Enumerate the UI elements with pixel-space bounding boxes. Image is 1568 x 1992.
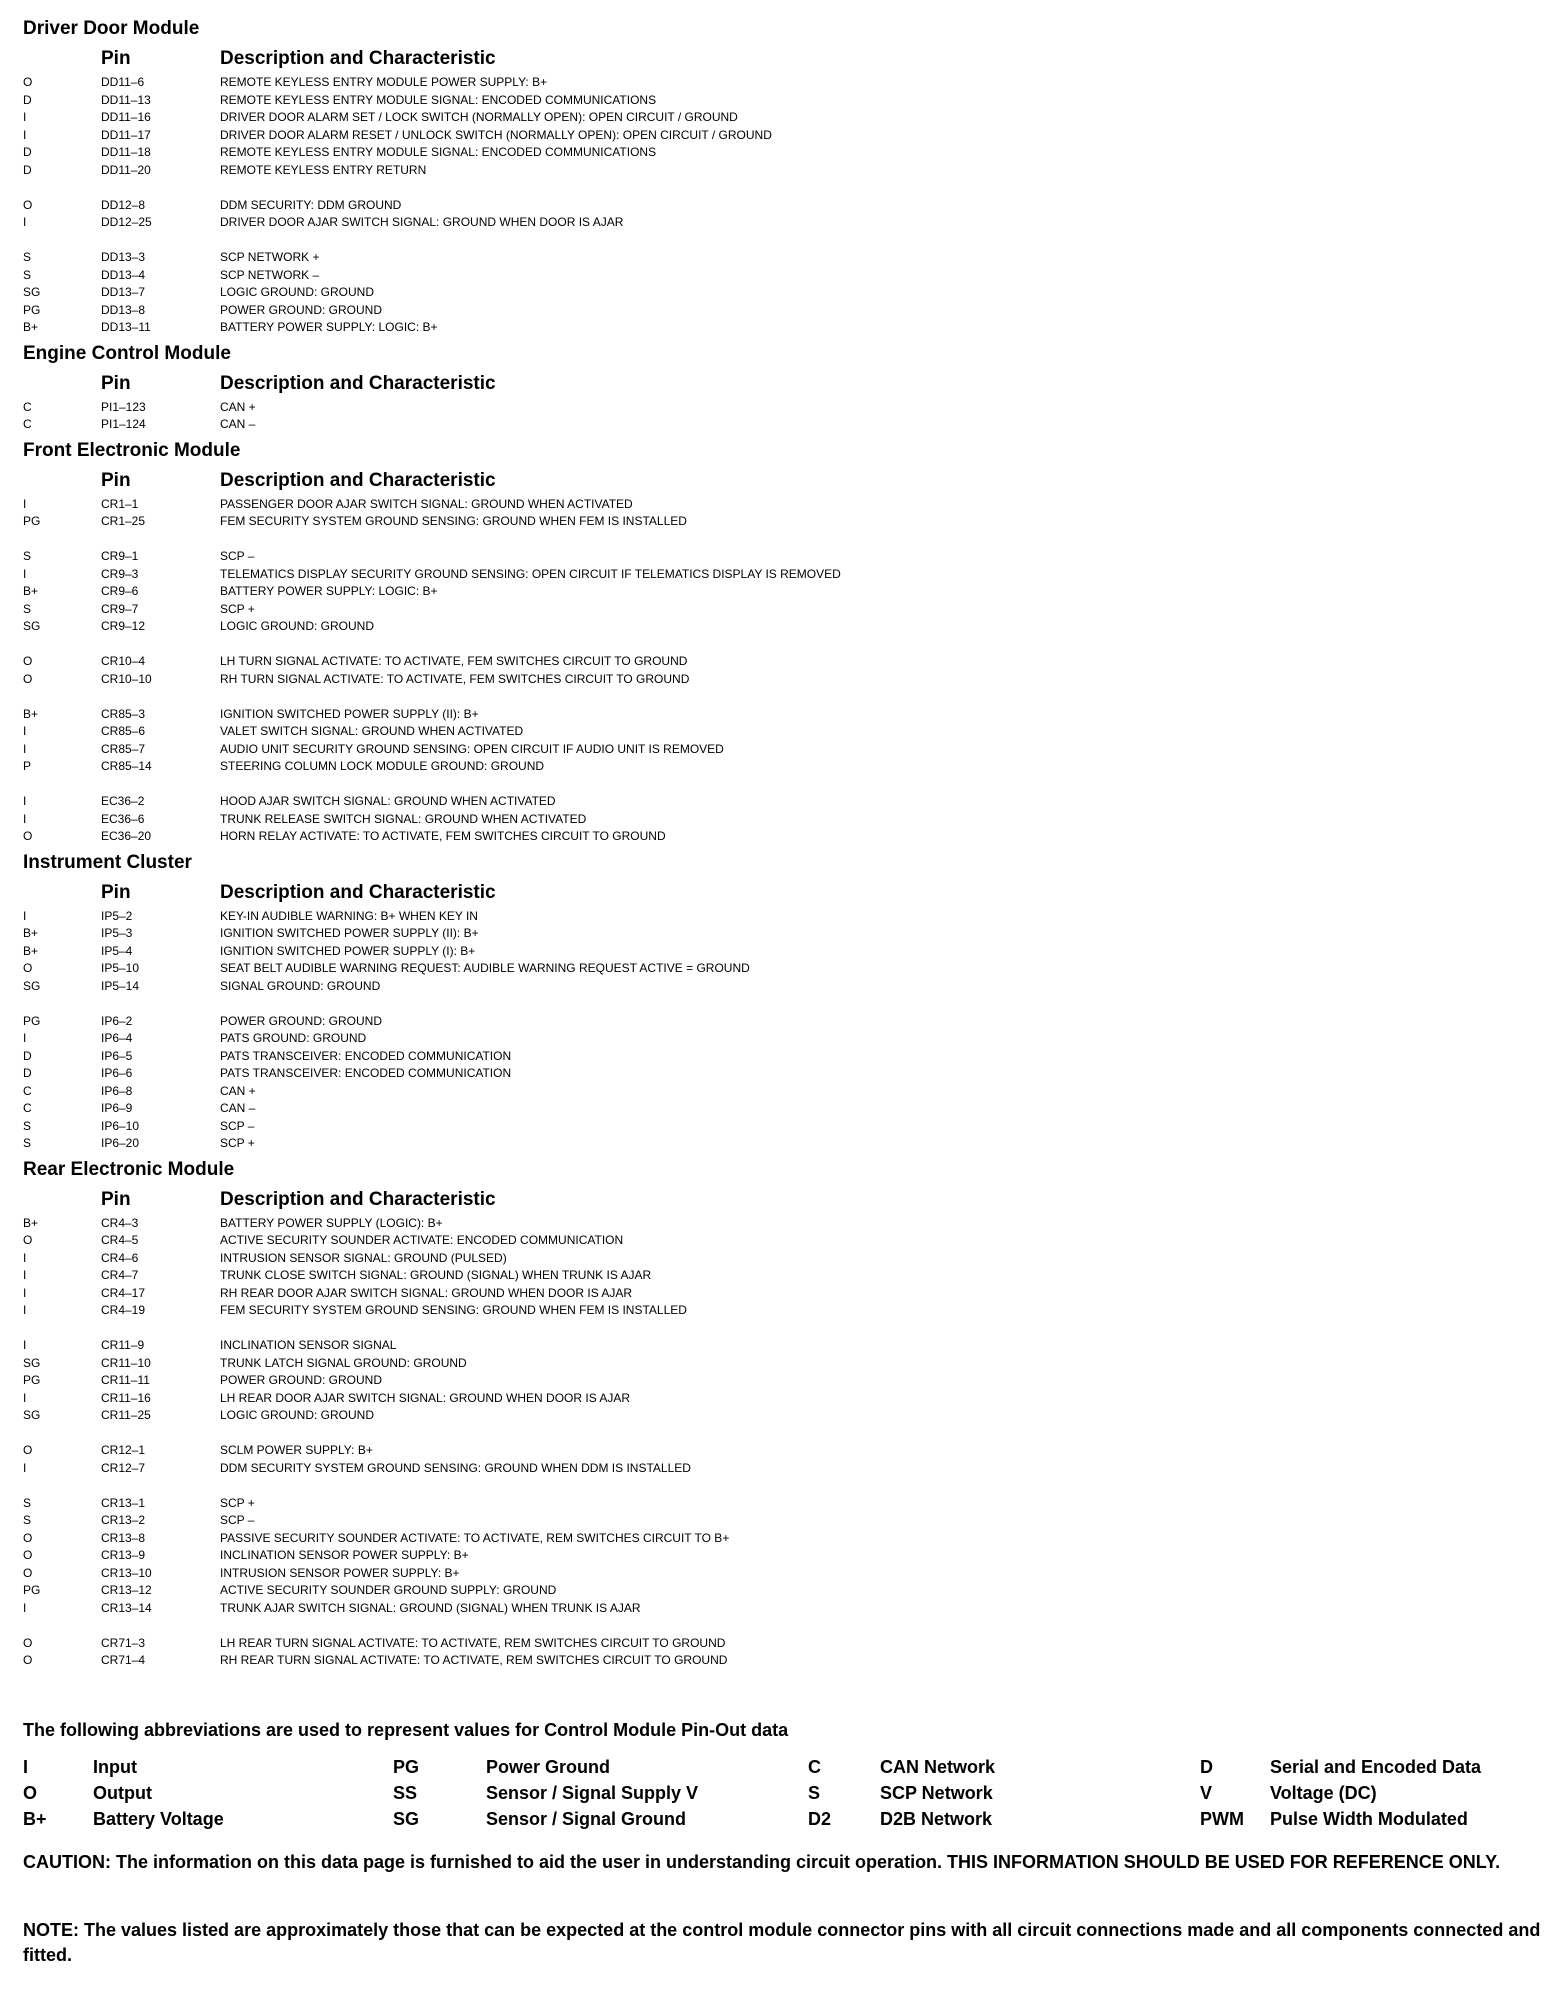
section-title: Front Electronic Module bbox=[23, 439, 241, 461]
pin-description: INTRUSION SENSOR POWER SUPPLY: B+ bbox=[220, 1565, 460, 1580]
pin-type: I bbox=[23, 741, 27, 756]
pin-id: PI1–123 bbox=[101, 399, 146, 414]
pin-type: D bbox=[23, 1066, 32, 1080]
abbreviation-code: I bbox=[23, 1757, 29, 1777]
pin-id: CR13–1 bbox=[101, 1495, 146, 1510]
pin-id: CR10–10 bbox=[101, 671, 152, 686]
abbreviation-meaning: Sensor / Signal Ground bbox=[486, 1809, 687, 1829]
pin-description: HOOD AJAR SWITCH SIGNAL: GROUND WHEN ACTIVATED bbox=[220, 794, 556, 808]
pin-id: IP6–20 bbox=[101, 1136, 140, 1150]
pin-id: CR11–16 bbox=[101, 1390, 151, 1405]
pin-description: DDM SECURITY: DDM GROUND bbox=[220, 197, 402, 212]
pin-type: O bbox=[23, 961, 33, 975]
pin-description: TRUNK AJAR SWITCH SIGNAL: GROUND (SIGNAL) WHEN TRUNK IS AJAR bbox=[220, 1600, 641, 1615]
pin-type: S bbox=[23, 1513, 32, 1527]
caution-text: CAUTION: The information on this data page is furnished to aid the user in understanding circuit operation. THIS INFORMATION SHOULD BE USED FOR REFERENCE ONLY. bbox=[23, 1852, 1501, 1872]
pin-description: INCLINATION SENSOR POWER SUPPLY: B+ bbox=[220, 1548, 469, 1562]
pin-type: S bbox=[23, 267, 32, 282]
pin-description: ACTIVE SECURITY SOUNDER GROUND SUPPLY: GROUND bbox=[220, 1583, 557, 1597]
pin-description: REMOTE KEYLESS ENTRY MODULE POWER SUPPLY: B+ bbox=[220, 75, 548, 89]
pin-description: SCP – bbox=[220, 549, 255, 563]
pin-description: FEM SECURITY SYSTEM GROUND SENSING: GROUND WHEN FEM IS INSTALLED bbox=[220, 514, 687, 528]
pin-id: IP5–3 bbox=[101, 926, 133, 940]
pin-id: EC36–20 bbox=[101, 829, 152, 843]
pin-type: I bbox=[23, 1600, 27, 1615]
abbreviation-meaning: Sensor / Signal Supply V bbox=[486, 1783, 699, 1803]
pin-id: IP5–10 bbox=[101, 961, 140, 975]
pin-description: CAN + bbox=[220, 1083, 256, 1098]
pin-description: PASSIVE SECURITY SOUNDER ACTIVATE: TO ACTIVATE, REM SWITCHES CIRCUIT TO B+ bbox=[220, 1530, 730, 1545]
abbreviation-meaning: Battery Voltage bbox=[93, 1809, 224, 1829]
pin-id: DD11–16 bbox=[101, 110, 151, 124]
section-title: Engine Control Module bbox=[23, 342, 231, 364]
pin-description: SCP NETWORK – bbox=[220, 267, 320, 282]
pin-type: PG bbox=[23, 1013, 41, 1028]
pin-type: D bbox=[23, 1048, 32, 1063]
pin-id: CR85–3 bbox=[101, 706, 146, 721]
pin-id: DD11–6 bbox=[101, 75, 145, 89]
pin-description: BATTERY POWER SUPPLY: LOGIC: B+ bbox=[220, 584, 438, 598]
pin-description: CAN – bbox=[220, 417, 256, 431]
pin-type: I bbox=[23, 1390, 27, 1405]
section-title: Driver Door Module bbox=[23, 18, 200, 39]
pin-id: EC36–2 bbox=[101, 794, 145, 808]
pin-type: B+ bbox=[23, 584, 39, 598]
pin-description: LOGIC GROUND: GROUND bbox=[220, 1408, 375, 1422]
pin-type: I bbox=[23, 1250, 27, 1265]
pin-description: RH REAR TURN SIGNAL ACTIVATE: TO ACTIVATE, REM SWITCHES CIRCUIT TO GROUND bbox=[220, 1653, 728, 1667]
pin-id: CR4–19 bbox=[101, 1303, 146, 1317]
pin-description: DDM SECURITY SYSTEM GROUND SENSING: GROUND WHEN DDM IS INSTALLED bbox=[220, 1460, 691, 1475]
column-header-description: Description and Characteristic bbox=[220, 881, 496, 903]
pin-type: I bbox=[23, 1268, 27, 1282]
pin-description: REMOTE KEYLESS ENTRY RETURN bbox=[220, 162, 427, 177]
pin-id: IP6–6 bbox=[101, 1066, 133, 1080]
pin-id: CR12–7 bbox=[101, 1460, 146, 1475]
pin-type: O bbox=[23, 671, 33, 686]
pin-type: PG bbox=[23, 302, 41, 317]
pin-description: FEM SECURITY SYSTEM GROUND SENSING: GROUND WHEN FEM IS INSTALLED bbox=[220, 1303, 687, 1317]
pin-id: CR9–6 bbox=[101, 584, 139, 598]
pin-description: REMOTE KEYLESS ENTRY MODULE SIGNAL: ENCODED COMMUNICATIONS bbox=[220, 92, 657, 107]
column-header-pin: Pin bbox=[101, 469, 131, 491]
pin-type: D bbox=[23, 162, 32, 177]
pin-id: CR85–6 bbox=[101, 724, 146, 738]
column-header-pin: Pin bbox=[101, 372, 131, 394]
pin-id: IP6–10 bbox=[101, 1118, 140, 1133]
pin-description: SCP – bbox=[220, 1513, 255, 1527]
pin-type: I bbox=[23, 127, 27, 142]
pin-type: P bbox=[23, 759, 32, 773]
pin-id: IP6–5 bbox=[101, 1048, 133, 1063]
pin-description: VALET SWITCH SIGNAL: GROUND WHEN ACTIVATED bbox=[220, 724, 524, 738]
pin-type: PG bbox=[23, 514, 41, 528]
pin-type: O bbox=[23, 75, 33, 89]
pin-description: LH TURN SIGNAL ACTIVATE: TO ACTIVATE, FEM SWITCHES CIRCUIT TO GROUND bbox=[220, 654, 688, 668]
pin-description: POWER GROUND: GROUND bbox=[220, 1013, 382, 1028]
column-header-description: Description and Characteristic bbox=[220, 1188, 496, 1210]
pin-type: I bbox=[23, 110, 27, 124]
pin-type: O bbox=[23, 1653, 33, 1667]
pin-description: LOGIC GROUND: GROUND bbox=[220, 285, 375, 299]
pin-type: B+ bbox=[23, 706, 39, 721]
abbreviation-meaning: D2B Network bbox=[880, 1809, 993, 1829]
pin-type: C bbox=[23, 399, 32, 414]
pin-type: SG bbox=[23, 619, 41, 633]
pin-id: CR9–3 bbox=[101, 566, 139, 581]
pin-type: D bbox=[23, 145, 32, 159]
abbreviation-meaning: Output bbox=[93, 1783, 152, 1803]
pin-id: IP5–2 bbox=[101, 908, 133, 923]
pin-id: DD13–4 bbox=[101, 267, 146, 282]
pin-type: D bbox=[23, 92, 32, 107]
column-header-pin: Pin bbox=[101, 48, 131, 69]
pin-id: DD11–20 bbox=[101, 162, 151, 177]
pin-type: B+ bbox=[23, 926, 39, 940]
pin-id: CR10–4 bbox=[101, 654, 146, 668]
pin-id: CR13–9 bbox=[101, 1548, 146, 1562]
pin-id: DD13–8 bbox=[101, 302, 146, 317]
section-title: Rear Electronic Module bbox=[23, 1158, 235, 1180]
pin-description: PATS GROUND: GROUND bbox=[220, 1031, 367, 1045]
pin-id: CR4–3 bbox=[101, 1215, 139, 1230]
pin-id: CR4–17 bbox=[101, 1285, 146, 1300]
pin-id: CR1–25 bbox=[101, 514, 146, 528]
abbreviation-meaning: CAN Network bbox=[880, 1757, 996, 1777]
pin-type: O bbox=[23, 1635, 33, 1650]
pin-id: CR11–11 bbox=[101, 1373, 150, 1387]
pin-description: SCP – bbox=[220, 1118, 255, 1133]
pin-id: CR9–12 bbox=[101, 619, 146, 633]
pin-id: CR71–4 bbox=[101, 1653, 146, 1667]
abbreviation-code: PWM bbox=[1200, 1809, 1244, 1829]
pin-description: IGNITION SWITCHED POWER SUPPLY (II): B+ bbox=[220, 926, 479, 940]
pin-id: CR1–1 bbox=[101, 496, 139, 511]
pin-description: DRIVER DOOR ALARM SET / LOCK SWITCH (NORMALLY OPEN): OPEN CIRCUIT / GROUND bbox=[220, 110, 738, 124]
pin-type: O bbox=[23, 1548, 33, 1562]
pin-id: CR71–3 bbox=[101, 1635, 146, 1650]
pin-type: B+ bbox=[23, 1215, 39, 1230]
column-header-pin: Pin bbox=[101, 1188, 131, 1210]
abbreviation-code: D bbox=[1200, 1757, 1213, 1777]
pin-description: INCLINATION SENSOR SIGNAL bbox=[220, 1338, 397, 1352]
pin-id: CR4–6 bbox=[101, 1250, 139, 1265]
pin-id: IP6–2 bbox=[101, 1013, 133, 1028]
pin-type: I bbox=[23, 1338, 27, 1352]
pin-id: IP5–4 bbox=[101, 943, 133, 958]
pin-description: INTRUSION SENSOR SIGNAL: GROUND (PULSED) bbox=[220, 1250, 507, 1265]
pin-type: SG bbox=[23, 1355, 41, 1370]
pin-description: TRUNK LATCH SIGNAL GROUND: GROUND bbox=[220, 1355, 467, 1370]
pin-description: SCP NETWORK + bbox=[220, 250, 320, 264]
pin-description: SCLM POWER SUPPLY: B+ bbox=[220, 1443, 373, 1457]
pin-description: SIGNAL GROUND: GROUND bbox=[220, 978, 381, 993]
pin-description: HORN RELAY ACTIVATE: TO ACTIVATE, FEM SWITCHES CIRCUIT TO GROUND bbox=[220, 829, 666, 843]
pin-id: CR11–9 bbox=[101, 1338, 145, 1352]
pin-description: CAN – bbox=[220, 1101, 256, 1115]
pin-description: CAN + bbox=[220, 399, 256, 414]
pin-type: S bbox=[23, 1495, 32, 1510]
pin-id: CR13–2 bbox=[101, 1513, 146, 1527]
pin-description: TELEMATICS DISPLAY SECURITY GROUND SENSING: OPEN CIRCUIT IF TELEMATICS DISPLAY IS REMOVED bbox=[220, 566, 841, 581]
pin-description: RH TURN SIGNAL ACTIVATE: TO ACTIVATE, FEM SWITCHES CIRCUIT TO GROUND bbox=[220, 671, 690, 686]
pin-type: B+ bbox=[23, 320, 39, 334]
abbreviation-code: O bbox=[23, 1783, 38, 1803]
pin-id: CR9–7 bbox=[101, 601, 139, 616]
pin-description: IGNITION SWITCHED POWER SUPPLY (I): B+ bbox=[220, 943, 476, 958]
pin-description: STEERING COLUMN LOCK MODULE GROUND: GROUND bbox=[220, 759, 545, 773]
abbreviation-code: S bbox=[808, 1783, 821, 1803]
pin-description: SEAT BELT AUDIBLE WARNING REQUEST: AUDIBLE WARNING REQUEST ACTIVE = GROUND bbox=[220, 961, 750, 975]
pin-type: C bbox=[23, 417, 32, 431]
pin-description: POWER GROUND: GROUND bbox=[220, 1373, 382, 1387]
pin-type: S bbox=[23, 1136, 32, 1150]
pin-type: SG bbox=[23, 285, 41, 299]
pin-type: O bbox=[23, 829, 33, 843]
pin-type: S bbox=[23, 549, 32, 563]
pin-type: O bbox=[23, 1530, 33, 1545]
abbreviations-intro: The following abbreviations are used to represent values for Control Module Pin-Out data bbox=[23, 1720, 789, 1740]
pin-description: TRUNK RELEASE SWITCH SIGNAL: GROUND WHEN ACTIVATED bbox=[220, 811, 587, 826]
pin-description: AUDIO UNIT SECURITY GROUND SENSING: OPEN CIRCUIT IF AUDIO UNIT IS REMOVED bbox=[220, 741, 724, 756]
pin-description: SCP + bbox=[220, 1136, 255, 1150]
pin-type: I bbox=[23, 1285, 27, 1300]
pin-id: IP5–14 bbox=[101, 978, 140, 993]
pin-id: CR12–1 bbox=[101, 1443, 146, 1457]
pin-id: DD13–3 bbox=[101, 250, 146, 264]
abbreviation-code: V bbox=[1200, 1783, 1213, 1803]
pin-type: SG bbox=[23, 978, 41, 993]
pin-id: DD12–25 bbox=[101, 215, 152, 229]
pin-description: RH REAR DOOR AJAR SWITCH SIGNAL: GROUND WHEN DOOR IS AJAR bbox=[220, 1285, 633, 1300]
pin-description: SCP + bbox=[220, 601, 255, 616]
pin-description: POWER GROUND: GROUND bbox=[220, 302, 382, 317]
pin-type: I bbox=[23, 811, 27, 826]
pin-type: I bbox=[23, 566, 27, 581]
pin-id: CR85–7 bbox=[101, 741, 146, 756]
pin-type: I bbox=[23, 1303, 27, 1317]
pin-id: CR13–12 bbox=[101, 1583, 152, 1597]
pin-id: DD13–11 bbox=[101, 320, 151, 334]
pin-description: KEY-IN AUDIBLE WARNING: B+ WHEN KEY IN bbox=[220, 908, 478, 923]
pin-id: DD11–13 bbox=[101, 92, 151, 107]
abbreviation-code: SS bbox=[393, 1783, 418, 1803]
pin-description: DRIVER DOOR ALARM RESET / UNLOCK SWITCH (NORMALLY OPEN): OPEN CIRCUIT / GROUND bbox=[220, 127, 772, 142]
pin-type: C bbox=[23, 1101, 32, 1115]
pin-id: EC36–6 bbox=[101, 811, 145, 826]
column-header-description: Description and Characteristic bbox=[220, 48, 496, 69]
pin-description: BATTERY POWER SUPPLY (LOGIC): B+ bbox=[220, 1215, 443, 1230]
pin-id: CR4–7 bbox=[101, 1268, 139, 1282]
pin-id: CR85–14 bbox=[101, 759, 152, 773]
abbreviation-code: PG bbox=[393, 1757, 420, 1777]
pin-description: LH REAR DOOR AJAR SWITCH SIGNAL: GROUND WHEN DOOR IS AJAR bbox=[220, 1390, 631, 1405]
abbreviation-meaning: Voltage (DC) bbox=[1270, 1783, 1377, 1803]
section-title: Instrument Cluster bbox=[23, 851, 192, 873]
pin-type: O bbox=[23, 1233, 33, 1247]
pin-type: SG bbox=[23, 1408, 41, 1422]
pin-type: I bbox=[23, 724, 27, 738]
abbreviation-code: C bbox=[808, 1757, 821, 1777]
pin-description: PASSENGER DOOR AJAR SWITCH SIGNAL: GROUND WHEN ACTIVATED bbox=[220, 496, 633, 511]
abbreviation-code: B+ bbox=[23, 1809, 47, 1829]
pin-description: IGNITION SWITCHED POWER SUPPLY (II): B+ bbox=[220, 706, 479, 721]
pin-type: O bbox=[23, 654, 33, 668]
pin-id: CR11–25 bbox=[101, 1408, 151, 1422]
pin-type: I bbox=[23, 1460, 27, 1475]
abbreviation-meaning: Power Ground bbox=[486, 1757, 611, 1777]
pin-type: I bbox=[23, 794, 27, 808]
column-header-description: Description and Characteristic bbox=[220, 469, 496, 491]
pin-id: CR13–10 bbox=[101, 1565, 152, 1580]
pin-type: O bbox=[23, 1565, 33, 1580]
pin-type: C bbox=[23, 1083, 32, 1098]
column-header-description: Description and Characteristic bbox=[220, 372, 496, 394]
pin-type: I bbox=[23, 908, 27, 923]
column-header-pin: Pin bbox=[101, 881, 131, 903]
pin-id: DD13–7 bbox=[101, 285, 146, 299]
pin-description: LH REAR TURN SIGNAL ACTIVATE: TO ACTIVATE, REM SWITCHES CIRCUIT TO GROUND bbox=[220, 1635, 726, 1650]
pin-id: DD11–18 bbox=[101, 145, 151, 159]
pin-id: DD11–17 bbox=[101, 127, 151, 142]
pin-id: PI1–124 bbox=[101, 417, 146, 431]
pin-description: ACTIVE SECURITY SOUNDER ACTIVATE: ENCODED COMMUNICATION bbox=[220, 1233, 624, 1247]
pin-type: I bbox=[23, 215, 27, 229]
pin-id: CR13–14 bbox=[101, 1600, 152, 1615]
abbreviation-code: SG bbox=[393, 1809, 420, 1829]
pin-type: S bbox=[23, 1118, 32, 1133]
pin-type: O bbox=[23, 1443, 33, 1457]
note-text: NOTE: The values listed are approximately those that can be expected at the control module connector pins with all circuit connections made and all components connected and fitted. bbox=[23, 1920, 1541, 1965]
abbreviation-meaning: SCP Network bbox=[880, 1783, 993, 1803]
pin-description: SCP + bbox=[220, 1495, 255, 1510]
pin-type: O bbox=[23, 197, 33, 212]
pin-description: TRUNK CLOSE SWITCH SIGNAL: GROUND (SIGNAL) WHEN TRUNK IS AJAR bbox=[220, 1268, 652, 1282]
abbreviation-code: D2 bbox=[808, 1809, 832, 1829]
pin-id: IP6–8 bbox=[101, 1083, 133, 1098]
pin-type: PG bbox=[23, 1583, 41, 1597]
pin-id: DD12–8 bbox=[101, 197, 146, 212]
pin-type: S bbox=[23, 601, 32, 616]
pin-id: IP6–9 bbox=[101, 1101, 133, 1115]
pin-type: I bbox=[23, 496, 27, 511]
pin-description: PATS TRANSCEIVER: ENCODED COMMUNICATION bbox=[220, 1048, 512, 1063]
pin-id: CR4–5 bbox=[101, 1233, 139, 1247]
abbreviation-meaning: Pulse Width Modulated bbox=[1270, 1809, 1468, 1829]
pin-description: BATTERY POWER SUPPLY: LOGIC: B+ bbox=[220, 320, 438, 334]
pin-description: PATS TRANSCEIVER: ENCODED COMMUNICATION bbox=[220, 1066, 512, 1080]
pin-id: CR11–10 bbox=[101, 1355, 151, 1370]
pin-type: PG bbox=[23, 1373, 41, 1387]
pin-id: IP6–4 bbox=[101, 1031, 133, 1045]
pin-type: B+ bbox=[23, 943, 39, 958]
pin-id: CR13–8 bbox=[101, 1530, 146, 1545]
pin-id: CR9–1 bbox=[101, 549, 139, 563]
pin-description: DRIVER DOOR AJAR SWITCH SIGNAL: GROUND WHEN DOOR IS AJAR bbox=[220, 215, 624, 229]
abbreviation-meaning: Input bbox=[93, 1757, 137, 1777]
pin-description: REMOTE KEYLESS ENTRY MODULE SIGNAL: ENCODED COMMUNICATIONS bbox=[220, 145, 657, 159]
pin-description: LOGIC GROUND: GROUND bbox=[220, 619, 375, 633]
pin-type: I bbox=[23, 1031, 27, 1045]
abbreviation-meaning: Serial and Encoded Data bbox=[1270, 1757, 1482, 1777]
pin-type: S bbox=[23, 250, 32, 264]
